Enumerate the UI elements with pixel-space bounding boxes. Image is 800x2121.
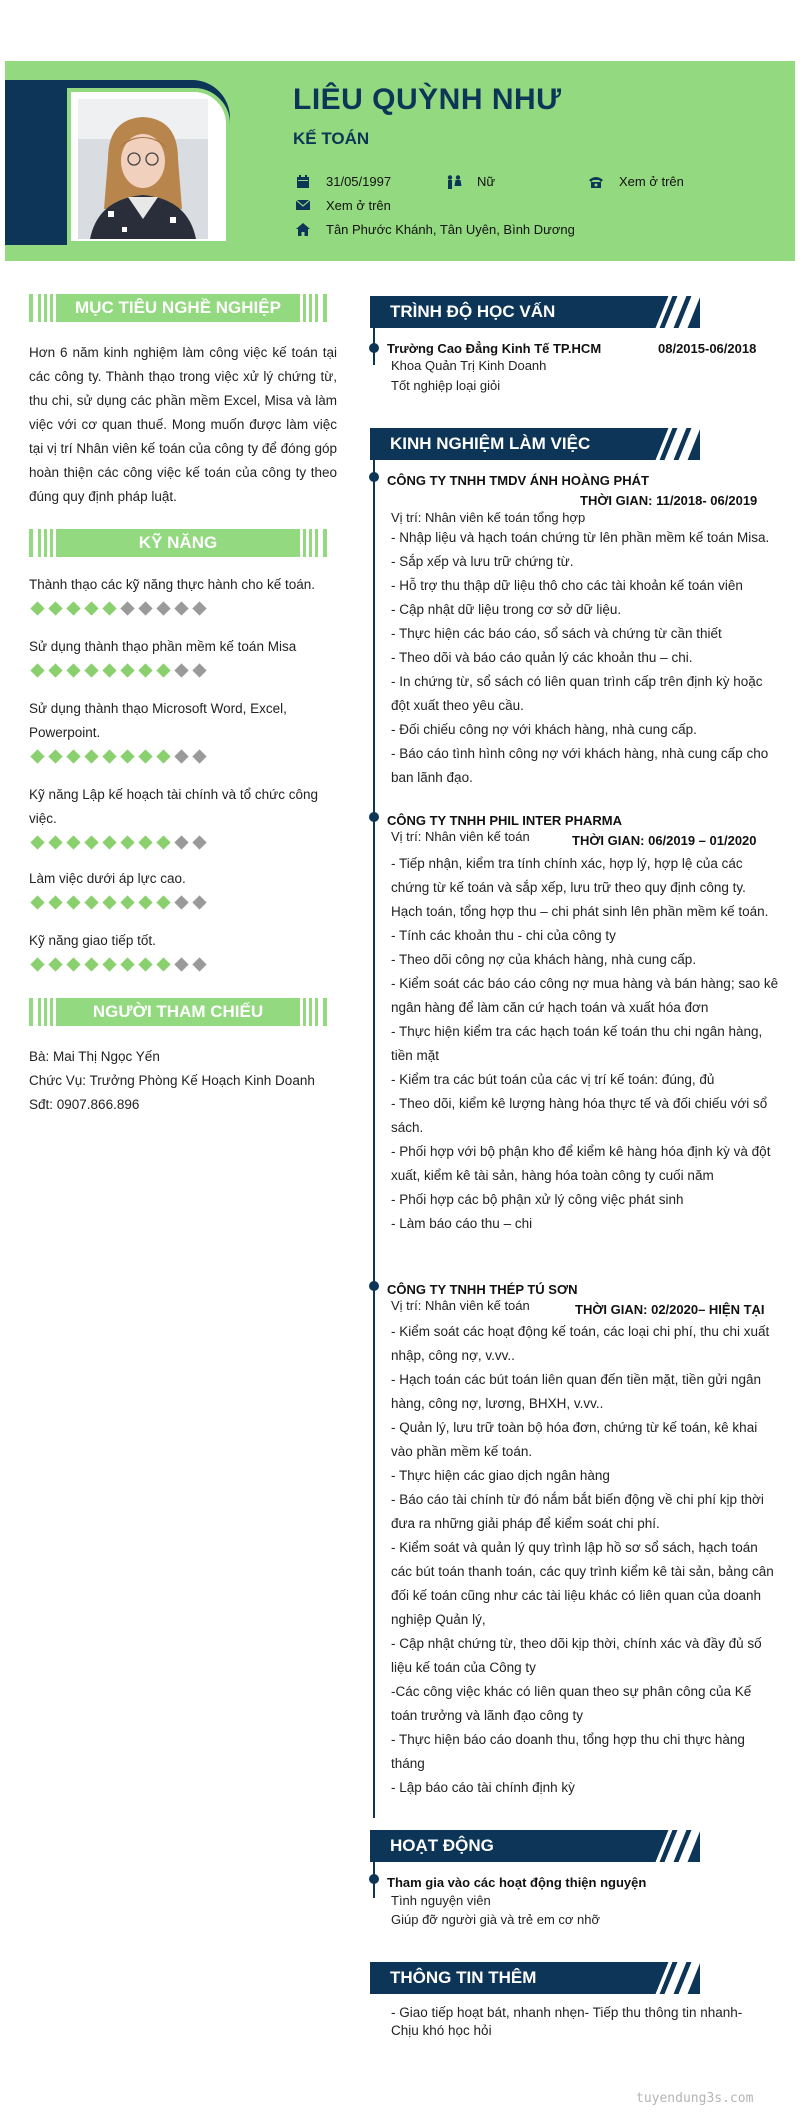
rating-diamond-filled (66, 895, 80, 909)
rating-diamond-filled (120, 895, 134, 909)
skill-rating (31, 958, 206, 971)
job-duties: - Nhập liệu và hạch toán chứng từ lên phần mềm kế toán Misa. - Sắp xếp và lưu trữ chứng từ. - Hỗ trợ thu thập dữ liệu thô cho các tài khoản kế toán viên - Cập nhật dữ liệu trong cơ sở dữ liệu. - Thực hiện các báo cáo, sổ sách và chứng từ cần thiết - Theo dõi và báo cáo quản lý các khoản thu – chi. - In chứng từ, sổ sách có liên quan trình cấp trên định kỳ hoặc đột xuất theo yêu cầu. - Đối chiếu công nợ với khách hàng, nhà cung cấp. - Báo cáo tình hình công nợ với khách hàng, nhà cung cấp cho ban lãnh đạo. (391, 530, 770, 785)
phone-row (588, 174, 684, 189)
rating-diamond-filled (66, 749, 80, 763)
job-title: KẾ TOÁN (293, 129, 370, 148)
rating-diamond-filled (48, 749, 62, 763)
rating-diamond-empty (174, 957, 188, 971)
timeline-dot (369, 1874, 379, 1884)
reference-phone: Sđt: 0907.866.896 (29, 1097, 140, 1112)
activity-description: Giúp đỡ người già và trẻ em cơ nhỡ (391, 1912, 601, 1927)
gender-value: Nữ (477, 174, 496, 189)
skill-name: Sử dụng thành thạo phần mềm kế toán Misa (29, 639, 297, 654)
rating-diamond-filled (156, 835, 170, 849)
rating-diamond-empty (192, 601, 206, 615)
additional-text: - Giao tiếp hoạt bát, nhanh nhẹn- Tiếp thu thông tin nhanh- Chịu khó học hỏi (391, 2005, 743, 2038)
address-row (295, 222, 575, 237)
skill-rating (31, 750, 206, 763)
home-icon (295, 223, 311, 237)
timeline-dot (369, 812, 379, 822)
email-row (295, 198, 391, 213)
rating-diamond-empty (174, 895, 188, 909)
rating-diamond-empty (174, 749, 188, 763)
candidate-name: LIÊU QUỲNH NHƯ (293, 83, 562, 116)
activity-heading: Tham gia vào các hoạt động thiện nguyện (387, 1875, 647, 1890)
rating-diamond-filled (30, 835, 44, 849)
rating-diamond-filled (48, 601, 62, 615)
rating-diamond-filled (84, 835, 98, 849)
skill-rating (31, 896, 206, 909)
rating-diamond-filled (120, 835, 134, 849)
education-result: Tốt nghiệp loại giỏi (391, 378, 501, 393)
calendar-icon (295, 175, 311, 189)
rating-diamond-filled (138, 663, 152, 677)
skill-name: Làm việc dưới áp lực cao. (29, 871, 186, 886)
rating-diamond-filled (66, 601, 80, 615)
rating-diamond-filled (102, 895, 116, 909)
rating-diamond-filled (84, 601, 98, 615)
job-position: Vị trí: Nhân viên kế toán tổng hợp (391, 510, 586, 525)
reference-position: Chức Vụ: Trưởng Phòng Kế Hoạch Kinh Doanh (29, 1073, 315, 1088)
rating-diamond-empty (174, 601, 188, 615)
phone-icon (588, 175, 604, 189)
rating-diamond-filled (138, 749, 152, 763)
timeline-line (373, 460, 375, 1818)
rating-diamond-filled (66, 835, 80, 849)
gender-icon (446, 175, 462, 189)
rating-diamond-filled (30, 663, 44, 677)
job-position: Vị trí: Nhân viên kế toán (391, 829, 530, 844)
gender-row (446, 174, 495, 189)
rating-diamond-filled (48, 957, 62, 971)
rating-diamond-filled (48, 835, 62, 849)
rating-diamond-empty (192, 895, 206, 909)
rating-diamond-filled (156, 749, 170, 763)
school-name: Trường Cao Đẳng Kinh Tế TP.HCM (387, 341, 602, 356)
envelope-icon (295, 199, 311, 213)
rating-diamond-filled (138, 895, 152, 909)
job-period: THỜI GIAN: 06/2019 – 01/2020 (572, 833, 757, 848)
skill-name: Kỹ năng giao tiếp tốt. (29, 933, 156, 948)
rating-diamond-filled (30, 895, 44, 909)
rating-diamond-filled (102, 957, 116, 971)
rating-diamond-empty (174, 835, 188, 849)
rating-diamond-filled (156, 663, 170, 677)
rating-diamond-empty (192, 663, 206, 677)
rating-diamond-filled (120, 663, 134, 677)
job-duties: - Kiểm soát các hoạt động kế toán, các loại chi phí, thu chi xuất nhập, công nợ, v.vv.. - Hạch toán các bút toán liên quan đến tiền mặt, tiền gửi ngân hàng, công nợ, lương, BHXH, v.vv.. - Quản lý, lưu trữ toàn bộ hóa đơn, chứng từ kế toán, kê khai vào phần mềm kế toán. - Thực hiện các giao dịch ngân hàng - Báo cáo tài chính từ đó nắm bắt biến động về chi phí kịp thời đưa ra những giải pháp để kiểm soát chi phí. - Kiểm soát và quản lý quy trình lập hồ sơ sổ sách, hạch toán các bút toán thanh toán, các quy trình kiểm kê tài sản, bảng cân đối kế toán cũng như các tài liệu khác có liên quan của doanh nghiệp Quản lý, - Cập nhật chứng từ, theo dõi kịp thời, chính xác và đầy đủ số liệu kế toán của Công ty -Các công việc khác có liên quan theo sự phân công của Kế toán trưởng và lãnh đạo công ty - Thực hiện báo cáo doanh thu, tổng hợp thu chi thực hàng tháng - Lập báo cáo tài chính định kỳ (391, 1324, 774, 1795)
skill-rating (31, 664, 206, 677)
rating-diamond-filled (84, 663, 98, 677)
section-title-experience: KINH NGHIỆM LÀM VIỆC (370, 428, 700, 460)
rating-diamond-filled (48, 663, 62, 677)
email-value: Xem ở trên (326, 198, 391, 213)
rating-diamond-filled (66, 663, 80, 677)
rating-diamond-empty (138, 601, 152, 615)
rating-diamond-filled (48, 895, 62, 909)
rating-diamond-filled (84, 957, 98, 971)
faculty: Khoa Quản Trị Kinh Doanh (391, 358, 547, 373)
job-company: CÔNG TY TNHH TMDV ÁNH HOÀNG PHÁT (387, 473, 649, 488)
watermark: tuyendung3s.com (636, 2091, 754, 2106)
rating-diamond-filled (156, 957, 170, 971)
skill-rating (31, 602, 206, 615)
timeline-dot (369, 1281, 379, 1291)
timeline-dot (369, 343, 379, 353)
section-title-objective: MỤC TIÊU NGHỀ NGHIỆP (29, 294, 327, 322)
section-title-activities: HOẠT ĐỘNG (370, 1830, 700, 1862)
rating-diamond-empty (192, 957, 206, 971)
rating-diamond-filled (102, 749, 116, 763)
rating-diamond-empty (192, 749, 206, 763)
rating-diamond-filled (30, 957, 44, 971)
section-title-education: TRÌNH ĐỘ HỌC VẤN (370, 296, 700, 328)
objective-text: Hơn 6 năm kinh nghiệm làm công việc kế toán tại các công ty. Thành thạo trong việc xử lý chứng từ, thu chi, sử dụng các phần mềm Excel, Misa và làm việc với cơ quan thuế. Mong muốn được làm việc tại vị trí Nhân viên kế toán của công ty để đóng góp hoàn thiện các công việc kế toán của công ty theo đúng quy định pháp luật. (29, 345, 337, 504)
skill-name: Thành thạo các kỹ năng thực hành cho kế toán. (29, 577, 315, 592)
rating-diamond-filled (156, 895, 170, 909)
section-title-additional: THÔNG TIN THÊM (370, 1962, 700, 1994)
job-duties: - Tiếp nhận, kiểm tra tính chính xác, hợp lý, hợp lệ của các chứng từ kế toán và sắp xếp, lưu trữ theo quy định công ty. Hạch toán, tổng hợp thu – chi phát sinh lên phần mềm kế toán. - Tính các khoản thu - chi của công ty - Theo dõi công nợ của khách hàng, nhà cung cấp. - Kiểm soát các báo cáo công nợ mua hàng và bán hàng; sao kê ngân hàng để làm căn cứ hạch toán và xuất hóa đơn - Thực hiện kiểm tra các hạch toán kế toán thu chi ngân hàng, tiền mặt - Kiểm tra các bút toán của các vị trí kế toán: đúng, đủ - Theo dõi, kiểm kê lượng hàng hóa thực tế và đối chiếu với sổ sách. - Phối hợp với bộ phận kho để kiểm kê hàng hóa định kỳ và đột xuất, kiểm kê tài sản, hàng hóa toàn công ty cuối năm - Phối hợp các bộ phận xử lý công việc phát sinh - Làm báo cáo thu – chi (391, 856, 779, 1231)
rating-diamond-filled (66, 957, 80, 971)
skill-rating (31, 836, 206, 849)
rating-diamond-filled (120, 957, 134, 971)
timeline-dot (369, 472, 379, 482)
rating-diamond-filled (102, 601, 116, 615)
rating-diamond-empty (174, 663, 188, 677)
activity-role: Tình nguyện viên (391, 1893, 491, 1908)
skill-name: Kỹ năng Lập kế hoạch tài chính và tổ chức công việc. (29, 787, 318, 826)
rating-diamond-filled (30, 749, 44, 763)
photo-frame (5, 80, 230, 245)
rating-diamond-filled (30, 601, 44, 615)
skill-name: Sử dụng thành thạo Microsoft Word, Excel, Powerpoint. (29, 701, 287, 740)
photo-border (67, 88, 230, 245)
section-title-skills: KỸ NĂNG (29, 529, 327, 557)
rating-diamond-filled (138, 957, 152, 971)
job-period: THỜI GIAN: 11/2018- 06/2019 (580, 493, 758, 508)
phone-value: Xem ở trên (619, 174, 684, 189)
reference-name: Bà: Mai Thị Ngọc Yến (29, 1049, 160, 1064)
rating-diamond-filled (102, 663, 116, 677)
job-company: CÔNG TY TNHH PHIL INTER PHARMA (387, 813, 622, 828)
rating-diamond-filled (138, 835, 152, 849)
job-position: Vị trí: Nhân viên kế toán (391, 1298, 530, 1313)
birthdate-value: 31/05/1997 (326, 174, 392, 189)
header-band (5, 61, 795, 261)
section-title-references: NGƯỜI THAM CHIẾU (29, 998, 327, 1026)
address-value: Tân Phước Khánh, Tân Uyên, Bình Dương (326, 222, 575, 237)
job-company: CÔNG TY TNHH THÉP TÚ SƠN (387, 1282, 578, 1297)
rating-diamond-empty (156, 601, 170, 615)
rating-diamond-filled (84, 895, 98, 909)
rating-diamond-filled (84, 749, 98, 763)
education-period: 08/2015-06/2018 (658, 341, 757, 356)
rating-diamond-filled (102, 835, 116, 849)
birthdate-row (295, 174, 391, 189)
avatar (78, 99, 208, 239)
job-period: THỜI GIAN: 02/2020– HIỆN TẠI (575, 1302, 765, 1317)
rating-diamond-empty (192, 835, 206, 849)
rating-diamond-filled (120, 749, 134, 763)
rating-diamond-empty (120, 601, 134, 615)
